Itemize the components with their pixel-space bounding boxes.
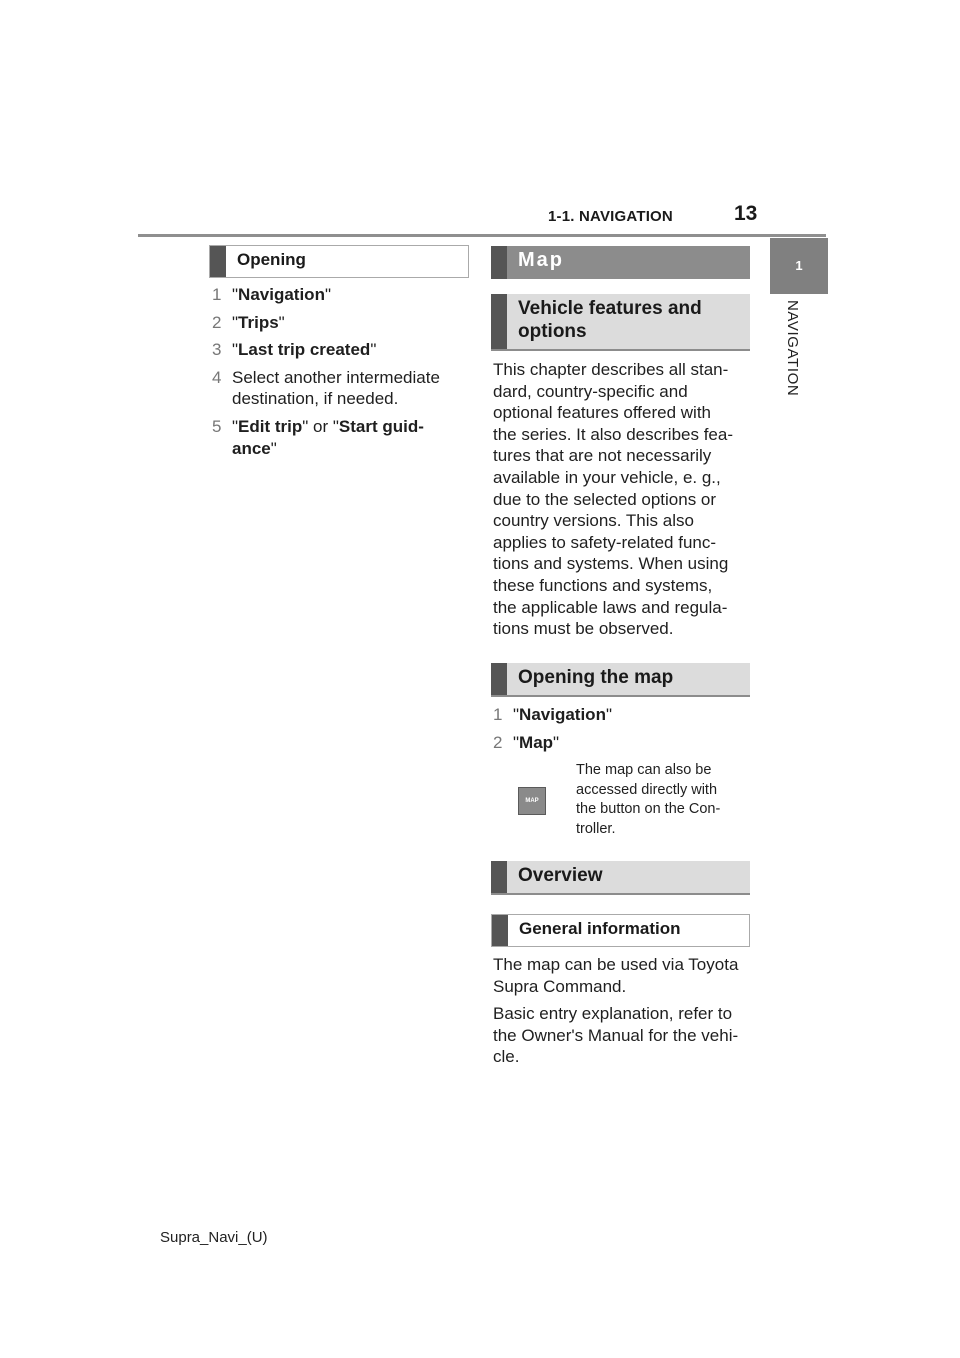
- step-text: "Navigation": [513, 705, 612, 724]
- heading-opening: [209, 245, 469, 278]
- step-text: "Edit trip" or "Start guid- ance": [232, 416, 424, 458]
- chapter-tab: [770, 238, 828, 294]
- heading-text: Overview: [518, 865, 603, 886]
- step-1: [212, 284, 472, 306]
- heading-text: Vehicle features and options: [518, 298, 702, 342]
- step-2: [212, 312, 472, 334]
- step-3: [212, 339, 472, 361]
- heading-marker: [491, 246, 507, 279]
- chapter-tab-number: 1: [795, 258, 803, 273]
- step-number: 3: [212, 340, 222, 360]
- step-number: 2: [212, 312, 222, 332]
- general-info-text-1: The map can be used via Toyota Supra Command.: [493, 955, 739, 996]
- step-text: "Navigation": [232, 285, 331, 304]
- general-info-text-2: Basic entry explanation, refer to the Owner's Manual for the vehi- cle.: [493, 1004, 739, 1067]
- heading-text: Map: [518, 249, 564, 271]
- section-title: 1-1. NAVIGATION: [548, 208, 673, 225]
- heading-marker: [491, 294, 507, 349]
- step-number: 4: [212, 367, 222, 387]
- heading-map: [491, 246, 750, 279]
- heading-text: Opening the map: [518, 667, 674, 688]
- heading-overview: [491, 861, 750, 895]
- heading-text: General information: [519, 919, 681, 938]
- chapter-tab-label: NAVIGATION: [784, 300, 801, 397]
- page-number: 13: [734, 202, 758, 225]
- heading-vehicle-features: [491, 294, 750, 351]
- step-text: "Last trip created": [232, 340, 377, 360]
- heading-marker: [491, 663, 507, 695]
- heading-general-information: [491, 914, 750, 947]
- left-steps: [212, 284, 472, 459]
- heading-opening-map: [491, 663, 750, 697]
- step-number: 2: [493, 732, 503, 752]
- heading-marker: [492, 915, 508, 946]
- map-button-note: The map can also be accessed directly with the button on the Con- troller.: [576, 762, 721, 837]
- heading-text: Opening: [237, 250, 306, 269]
- step-2: [493, 732, 755, 754]
- step-4: [212, 367, 472, 410]
- step-number: 1: [212, 285, 222, 304]
- opening-map-steps: [493, 704, 755, 753]
- step-number: 1: [493, 705, 503, 724]
- step-text: "Map": [513, 732, 560, 752]
- heading-marker: [491, 861, 507, 893]
- heading-marker: [210, 246, 226, 277]
- map-button-icon: MAP: [518, 787, 546, 815]
- step-text: Select another intermediate destination, if needed.: [232, 367, 440, 409]
- step-text: "Trips": [232, 312, 285, 332]
- vehicle-features-text: This chapter describes all stan- dard, country-specific and optional features offered with the series. It also describes fea- tures that are not necessarily available in your vehicle, e. g., due to the selected options or country versions. This also applies to safety-related func- tions and systems. When using these functions and systems, the applicable laws and regula- tions must be observed.: [493, 360, 734, 639]
- step-1: [493, 704, 755, 726]
- document-footer: Supra_Navi_(U): [160, 1229, 268, 1246]
- header-rule: [138, 234, 826, 237]
- step-number: 5: [212, 416, 222, 436]
- step-5: [212, 416, 472, 459]
